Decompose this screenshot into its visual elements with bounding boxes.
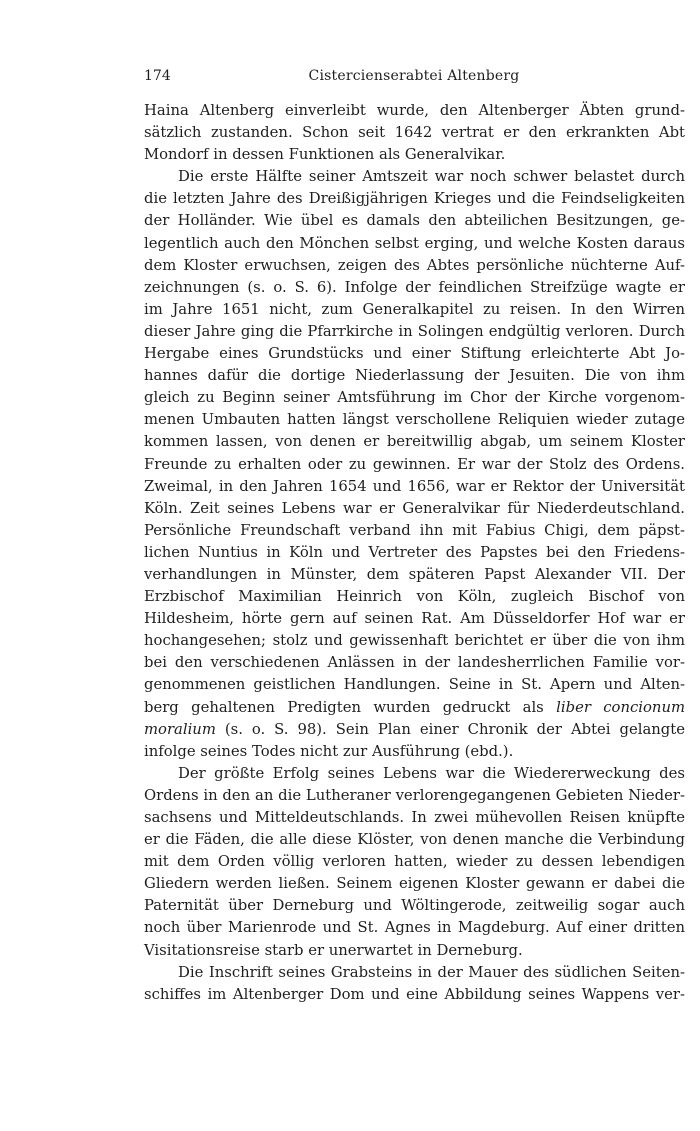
text-line xyxy=(144,387,685,409)
text-line xyxy=(144,895,685,917)
line-text: bei den verschiedenen Anlässen in der landesherrlichen Familie vor- xyxy=(144,654,685,672)
line-text: im Jahre 1651 nicht, zum Generalkapitel zu reisen. In den Wirren xyxy=(144,300,685,318)
line-text: hannes dafür die dortige Niederlassung der Jesuiten. Die von ihm xyxy=(144,367,685,385)
text-line xyxy=(144,343,685,365)
text-line xyxy=(144,586,685,608)
text-line xyxy=(144,697,685,719)
line-text: menen Umbauten hatten längst verschollene Reliquien wieder zutage xyxy=(144,411,685,429)
line-text: Gliedern werden ließen. Seinem eigenen Kloster gewann er dabei die xyxy=(144,875,685,893)
line-text: (s. o. S. 98). Sein Plan einer Chronik der Abtei gelangte xyxy=(215,720,685,738)
line-text: die letzten Jahre des Dreißigjährigen Krieges und die Feindseligkeiten xyxy=(144,190,685,208)
text-line xyxy=(144,144,685,166)
text-line xyxy=(144,630,685,652)
text-line xyxy=(144,299,685,321)
text-line xyxy=(144,122,685,144)
line-text: Die Inschrift seines Grabsteins in der Mauer des südlichen Seiten- xyxy=(178,963,685,981)
line-text: Die erste Hälfte seiner Amtszeit war noch schwer belastet durch xyxy=(178,168,685,186)
line-text: Der größte Erfolg seines Lebens war die Wiedererweckung des xyxy=(178,764,685,782)
text-line xyxy=(144,210,685,232)
line-text: der Holländer. Wie übel es damals den abteilichen Besitzungen, ge- xyxy=(144,212,685,230)
text-line xyxy=(144,564,685,586)
line-text: Paternität über Derneburg und Wöltingerode, zeitweilig sogar auch xyxy=(144,897,685,915)
text-line xyxy=(144,277,685,299)
text-line xyxy=(144,940,685,962)
line-text: Freunde zu erhalten oder zu gewinnen. Er war der Stolz des Ordens. xyxy=(144,455,685,473)
line-text: Ordens in den an die Lutheraner verlorengegangenen Gebieten Nieder- xyxy=(144,786,685,804)
text-line xyxy=(144,873,685,895)
text-line xyxy=(144,409,685,431)
text-line xyxy=(144,785,685,807)
text-line xyxy=(144,542,685,564)
line-text: Hergabe eines Grundstücks und einer Stiftung erleichterte Abt Jo- xyxy=(144,345,685,363)
line-text: dem Kloster erwuchsen, zeigen des Abtes persönliche nüchterne Auf- xyxy=(144,256,685,274)
running-head: Cistercienserabtei Altenberg xyxy=(308,68,520,84)
text-line xyxy=(144,807,685,829)
text-line xyxy=(144,608,685,630)
text-line xyxy=(144,851,685,873)
line-text: kommen lassen, von denen er bereitwillig abgab, um seinem Kloster xyxy=(144,433,685,451)
line-text: dieser Jahre ging die Pfarrkirche in Solingen endgültig verloren. Durch xyxy=(144,322,685,340)
line-text: legentlich auch den Mönchen selbst erging, und welche Kosten daraus xyxy=(144,234,685,252)
line-text: zeichnungen (s. o. S. 6). Infolge der feindlichen Streifzüge wagte er xyxy=(144,278,685,296)
line-text: Visitationsreise starb er unerwartet in Derneburg. xyxy=(144,941,523,959)
line-text: Erzbischof Maximilian Heinrich von Köln, zugleich Bischof von xyxy=(144,588,685,606)
page-header xyxy=(0,68,700,88)
line-text: genommenen geistlichen Handlungen. Seine in St. Apern und Alten- xyxy=(144,676,685,694)
line-text: Köln. Zeit seines Lebens war er Generalvikar für Niederdeutschland. xyxy=(144,499,685,517)
text-line xyxy=(144,829,685,851)
text-line xyxy=(144,520,685,542)
text-line xyxy=(144,476,685,498)
line-text: Mondorf in dessen Funktionen als Generalvikar. xyxy=(144,146,506,164)
text-line xyxy=(144,719,685,741)
line-text: Haina Altenberg einverleibt wurde, den Altenberger Äbten grund- xyxy=(144,102,685,119)
text-line xyxy=(144,431,685,453)
text-line xyxy=(144,741,685,763)
text-line xyxy=(144,498,685,520)
line-text: hochangesehen; stolz und gewissenhaft berichtet er über die von ihm xyxy=(144,632,685,650)
line-text: berg gehaltenen Predigten wurden gedruckt als xyxy=(144,698,557,716)
text-line xyxy=(144,674,685,696)
text-line xyxy=(144,763,685,785)
text-line xyxy=(144,188,685,210)
text-line xyxy=(144,233,685,255)
line-text: er die Fäden, die alle diese Klöster, von denen manche die Verbindung xyxy=(144,831,685,849)
line-text: mit dem Orden völlig verloren hatten, wieder zu dessen lebendigen xyxy=(144,853,685,871)
text-line xyxy=(144,166,685,188)
text-line xyxy=(144,365,685,387)
line-text: Zweimal, in den Jahren 1654 und 1656, war er Rektor der Universität xyxy=(144,477,685,495)
page-number: 174 xyxy=(144,68,171,84)
line-text: gleich zu Beginn seiner Amtsführung im Chor der Kirche vorgenom- xyxy=(144,389,685,407)
line-text: lichen Nuntius in Köln und Vertreter des Papstes bei den Friedens- xyxy=(144,543,685,561)
line-text: noch über Marienrode und St. Agnes in Magdeburg. Auf einer dritten xyxy=(144,919,685,937)
text-line xyxy=(144,454,685,476)
body-text xyxy=(144,100,685,1006)
line-text: schiffes im Altenberger Dom und eine Abbildung seines Wappens ver- xyxy=(144,985,685,1003)
text-line xyxy=(144,321,685,343)
text-line xyxy=(144,100,685,122)
italic-text: moralium xyxy=(144,720,216,738)
text-line xyxy=(144,984,685,1006)
line-text: infolge seines Todes nicht zur Ausführung (ebd.). xyxy=(144,742,514,760)
line-text: Hildesheim, hörte gern auf seinen Rat. Am Düsseldorfer Hof war er xyxy=(144,610,685,628)
text-line xyxy=(144,917,685,939)
italic-text: liber concionum xyxy=(556,698,686,716)
line-text: sätzlich zustanden. Schon seit 1642 vertrat er den erkrankten Abt xyxy=(144,124,685,142)
line-text: verhandlungen in Münster, dem späteren Papst Alexander VII. Der xyxy=(144,565,685,583)
text-line xyxy=(144,652,685,674)
line-text: sachsens und Mitteldeutschlands. In zwei mühevollen Reisen knüpfte xyxy=(144,809,685,826)
text-line xyxy=(144,962,685,984)
text-line xyxy=(144,255,685,277)
line-text: Persönliche Freundschaft verband ihn mit Fabius Chigi, dem päpst- xyxy=(144,521,685,539)
